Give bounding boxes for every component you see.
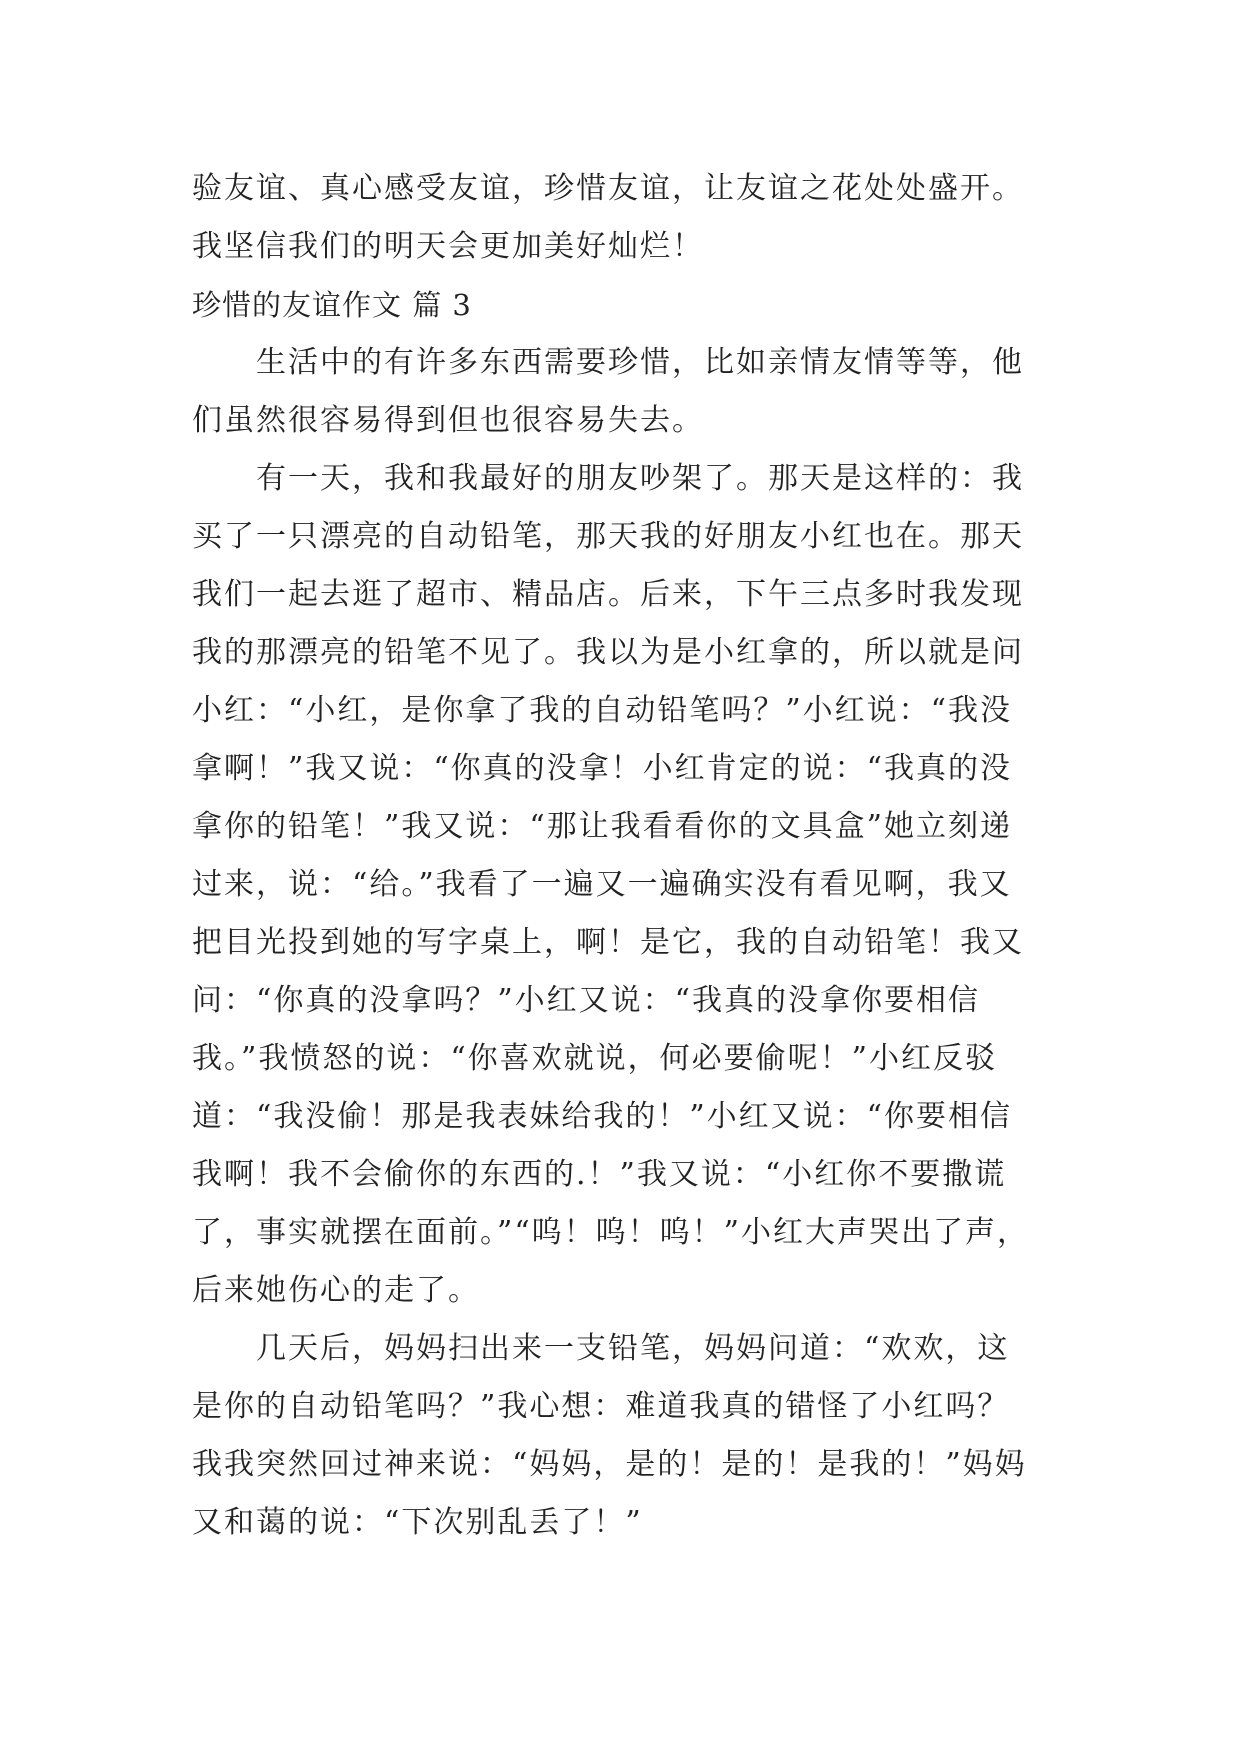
section-title: 珍惜的友谊作文 篇 3 — [192, 288, 472, 322]
paragraph-line: 几天后，妈妈扫出来一支铅笔，妈妈问道：“欢欢，这 — [256, 1331, 1010, 1366]
paragraph-line: 我啊！我不会偷你的东西的.！”我又说：“小红你不要撒谎 — [192, 1157, 1007, 1192]
paragraph-line: 有一天，我和我最好的朋友吵架了。那天是这样的：我 — [256, 461, 1024, 496]
paragraph-line: 们虽然很容易得到但也很容易失去。 — [192, 403, 704, 438]
paragraph-2 — [192, 450, 1072, 1320]
paragraph-line: 我我突然回过神来说：“妈妈，是的！是的！是我的！”妈妈 — [192, 1447, 1027, 1482]
paragraph-line: 把目光投到她的写字桌上，啊！是它，我的自动铅笔！我又 — [192, 925, 1024, 960]
paragraph-1 — [192, 334, 1072, 450]
document-body — [192, 160, 1072, 1552]
paragraph-line: 后来她伤心的走了。 — [192, 1273, 480, 1308]
paragraph-line: 买了一只漂亮的自动铅笔，那天我的好朋友小红也在。那天 — [192, 519, 1024, 554]
paragraph-line: 过来，说：“给。”我看了一遍又一遍确实没有看见啊，我又 — [192, 867, 1012, 902]
paragraph-line: 我。”我愤怒的说：“你喜欢就说，何必要偷呢！”小红反驳 — [192, 1041, 998, 1076]
paragraph-line: 是你的自动铅笔吗？”我心想：难道我真的错怪了小红吗？ — [192, 1389, 1010, 1424]
intro-line: 我坚信我们的明天会更加美好灿烂！ — [192, 229, 704, 264]
paragraph-line: 我们一起去逛了超市、精品店。后来，下午三点多时我发现 — [192, 577, 1024, 612]
paragraph-3 — [192, 1320, 1072, 1552]
paragraph-line: 拿你的铅笔！”我又说：“那让我看看你的文具盒”她立刻递 — [192, 809, 1013, 844]
paragraph-line: 又和蔼的说：“下次别乱丢了！” — [192, 1505, 643, 1540]
paragraph-line: 小红：“小红，是你拿了我的自动铅笔吗？”小红说：“我没 — [192, 693, 1013, 728]
paragraph-line: 问：“你真的没拿吗？”小红又说：“我真的没拿你要相信 — [192, 983, 981, 1018]
paragraph-line: 了，事实就摆在面前。”“呜！呜！呜！”小红大声哭出了声， — [192, 1215, 1030, 1250]
paragraph-line: 道：“我没偷！那是我表妹给我的！”小红又说：“你要相信 — [192, 1099, 1013, 1134]
paragraph-line: 生活中的有许多东西需要珍惜，比如亲情友情等等，他 — [256, 345, 1024, 380]
paragraph-line: 我的那漂亮的铅笔不见了。我以为是小红拿的，所以就是问 — [192, 635, 1024, 670]
paragraph-line: 拿啊！”我又说：“你真的没拿！小红肯定的说：“我真的没 — [192, 751, 1013, 786]
intro-line: 验友谊、真心感受友谊，珍惜友谊，让友谊之花处处盛开。 — [192, 171, 1024, 206]
